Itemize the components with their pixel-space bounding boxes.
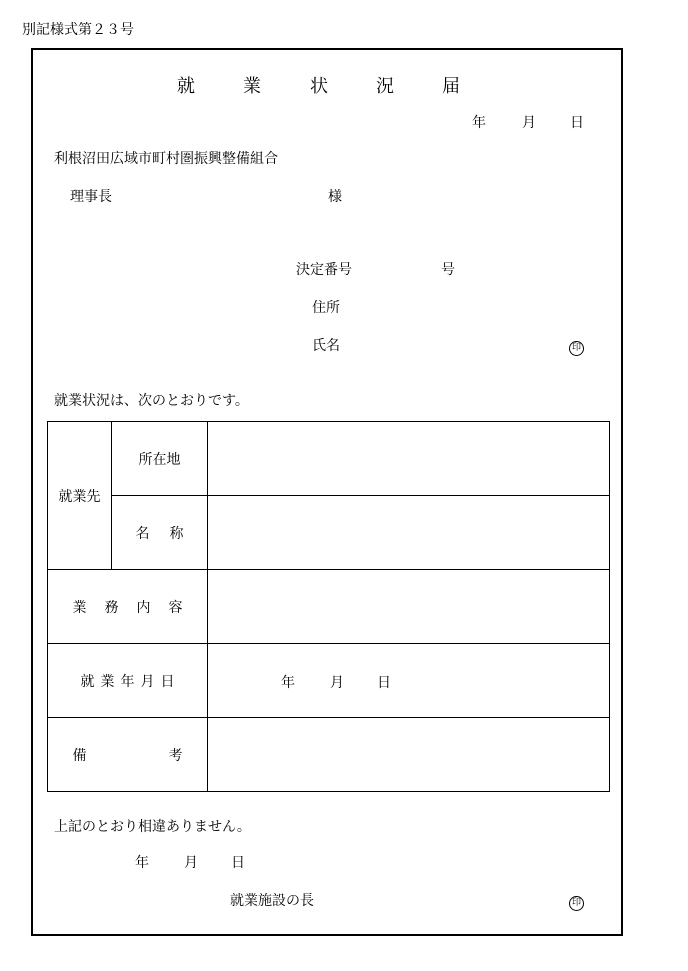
title-char-1: 就 bbox=[177, 76, 195, 97]
employer-label: 就業先 bbox=[48, 422, 112, 570]
decision-number-label: 決定番号 bbox=[296, 262, 352, 278]
title-char-3: 状 bbox=[310, 76, 328, 97]
duties-char-2: 務 bbox=[104, 599, 119, 616]
duties-field[interactable] bbox=[208, 570, 610, 644]
start-char-5: 日 bbox=[160, 673, 175, 690]
remarks-char-1: 備 bbox=[72, 747, 87, 764]
addressee-title: 理事長 bbox=[70, 189, 112, 205]
duties-char-1: 業 bbox=[72, 599, 87, 616]
applicant-seal bbox=[569, 339, 584, 356]
company-name-label bbox=[112, 496, 208, 570]
top-date-year: 年 bbox=[472, 115, 486, 131]
decision-number-suffix: 号 bbox=[441, 262, 455, 278]
location-field[interactable] bbox=[208, 422, 610, 496]
title-char-5: 届 bbox=[442, 76, 460, 97]
bottom-date-day: 日 bbox=[231, 855, 245, 871]
remarks-char-2: 考 bbox=[168, 747, 183, 764]
name-label-char-1: 名 bbox=[135, 525, 150, 542]
start-date-field[interactable] bbox=[208, 644, 610, 718]
start-char-1: 就 bbox=[80, 673, 95, 690]
name-label-char-2: 称 bbox=[169, 525, 184, 542]
start-char-2: 業 bbox=[100, 673, 115, 690]
start-char-4: 月 bbox=[140, 673, 155, 690]
intro-text: 就業状況は、次のとおりです。 bbox=[54, 393, 249, 409]
organization-name: 利根沼田広域市町村圏振興整備組合 bbox=[54, 151, 278, 167]
company-name-field[interactable] bbox=[208, 496, 610, 570]
top-date-month: 月 bbox=[522, 115, 536, 131]
bottom-date-year: 年 bbox=[135, 855, 149, 871]
title-char-2: 業 bbox=[243, 76, 261, 97]
title-char-4: 況 bbox=[376, 76, 394, 97]
start-char-3: 年 bbox=[120, 673, 135, 690]
facility-head-label: 就業施設の長 bbox=[230, 893, 314, 909]
address-label: 住所 bbox=[312, 300, 340, 316]
employment-table bbox=[47, 421, 610, 792]
seal-icon: 印 bbox=[569, 341, 584, 356]
remarks-field[interactable] bbox=[208, 718, 610, 792]
certification-text: 上記のとおり相違ありません。 bbox=[54, 819, 251, 835]
start-date-year: 年 bbox=[281, 675, 295, 691]
seal-icon: 印 bbox=[569, 896, 584, 911]
start-date-day: 日 bbox=[377, 675, 391, 691]
location-label: 所在地 bbox=[112, 422, 208, 496]
facility-seal bbox=[569, 894, 584, 911]
duties-char-4: 容 bbox=[168, 599, 183, 616]
duties-char-3: 内 bbox=[136, 599, 151, 616]
start-date-month: 月 bbox=[330, 675, 344, 691]
duties-label bbox=[48, 570, 208, 644]
start-date-label bbox=[48, 644, 208, 718]
remarks-label bbox=[48, 718, 208, 792]
name-label: 氏名 bbox=[312, 338, 340, 354]
top-date-day: 日 bbox=[570, 115, 584, 131]
form-number: 別記様式第２３号 bbox=[22, 22, 134, 38]
bottom-date-month: 月 bbox=[184, 855, 198, 871]
addressee-honorific: 様 bbox=[328, 189, 342, 205]
